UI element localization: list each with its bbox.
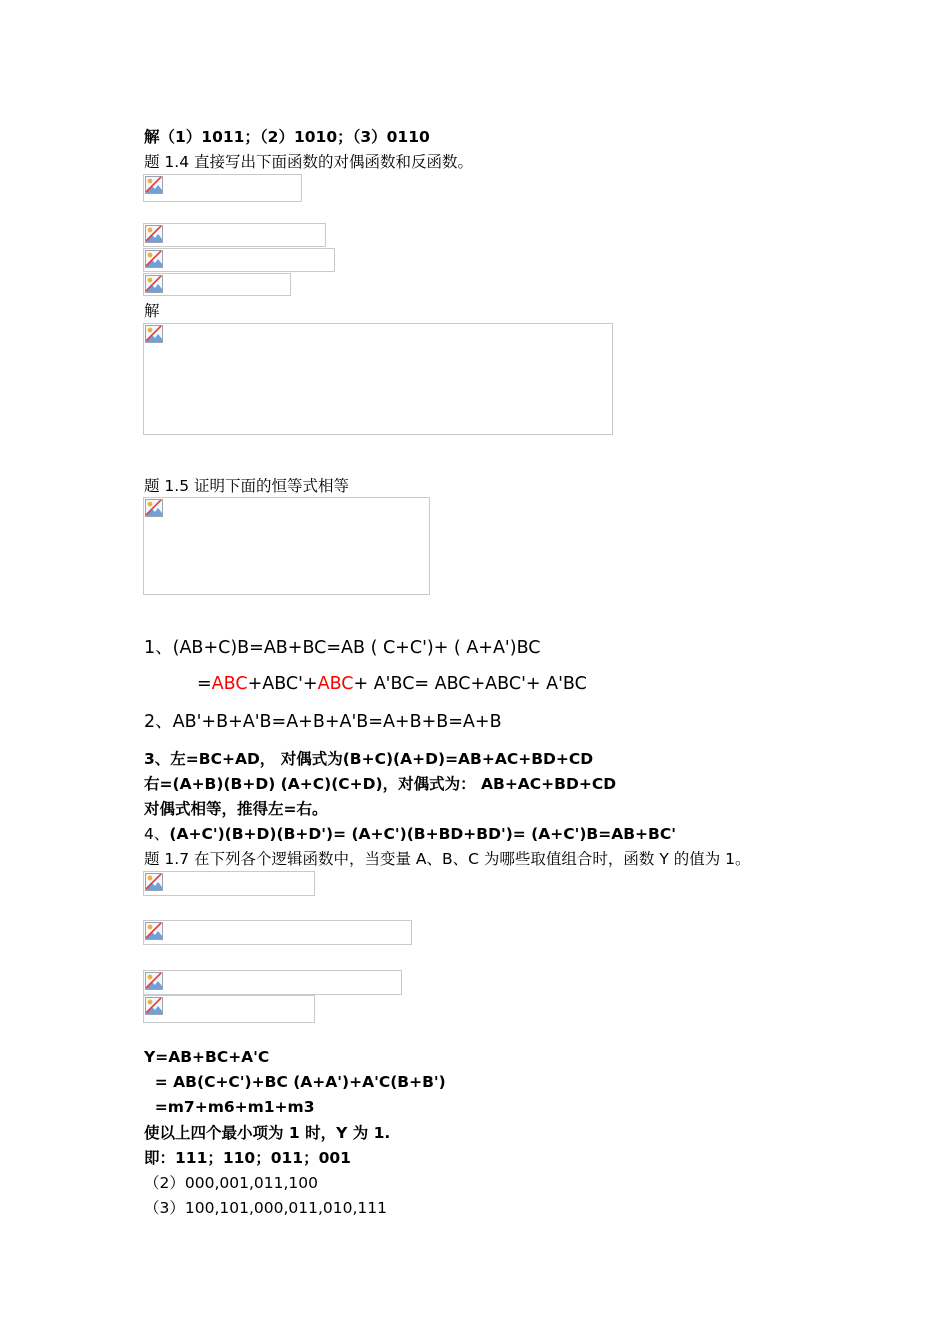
answer-y-minterms: =m7+m6+m1+m3 xyxy=(144,1098,315,1116)
answer-1-3: 解（1）1011；（2）1010；（3）0110 xyxy=(144,128,430,146)
broken-image-icon xyxy=(145,176,163,194)
problem-1-4-title: 题 1.4 直接写出下面函数的对偶函数和反函数。 xyxy=(144,153,474,171)
formula-image-3 xyxy=(143,248,335,272)
proof-1-line-2 xyxy=(197,672,587,696)
proof-4-number: 4、 xyxy=(144,825,170,843)
term-middle: +ABC'+ xyxy=(247,674,318,694)
proof-3-line-1: 3、左=BC+AD， 对偶式为(B+C)(A+D)=AB+AC+BD+CD xyxy=(144,750,594,768)
proof-1-line-1: 1、(AB+C)B=AB+BC=AB ( C+C')+ ( A+A')BC xyxy=(144,638,541,658)
broken-image-icon xyxy=(145,922,163,940)
proof-4 xyxy=(144,824,676,844)
broken-image-icon xyxy=(145,997,163,1015)
broken-image-icon xyxy=(145,972,163,990)
term-tail: + A'BC= ABC+ABC'+ A'BC xyxy=(353,674,587,694)
highlight-term-1: ABC xyxy=(211,674,248,694)
solution-label: 解 xyxy=(144,302,160,320)
broken-image-icon xyxy=(145,499,163,517)
answer-y-values: 即：111；110；011；001 xyxy=(144,1149,351,1167)
answer-2: （2）000,001,011,100 xyxy=(144,1174,318,1192)
function-image-3 xyxy=(143,970,402,995)
formula-image-1 xyxy=(143,174,302,202)
proof-2: 2、AB'+B+A'B=A+B+A'B=A+B+B=A+B xyxy=(144,712,502,732)
equals-sign: = xyxy=(197,674,212,694)
problem-1-7-title: 题 1.7 在下列各个逻辑函数中，当变量 A、B、C 为哪些取值组合时，函数 Y 的值为 1。 xyxy=(144,850,751,868)
identity-image xyxy=(143,497,430,595)
solution-image xyxy=(143,323,613,435)
answer-y-expression: Y=AB+BC+A'C xyxy=(144,1048,270,1066)
proof-3-line-3: 对偶式相等，推得左=右。 xyxy=(144,800,328,818)
problem-1-5-title: 题 1.5 证明下面的恒等式相等 xyxy=(144,477,350,495)
formula-image-4 xyxy=(143,273,291,296)
highlight-term-2: ABC xyxy=(317,674,354,694)
broken-image-icon xyxy=(145,275,163,293)
function-image-1 xyxy=(143,871,315,896)
broken-image-icon xyxy=(145,873,163,891)
proof-3-line-2: 右=(A+B)(B+D) (A+C)(C+D)，对偶式为： AB+AC+BD+CD xyxy=(144,775,617,793)
broken-image-icon xyxy=(145,225,163,243)
proof-4-expression: (A+C')(B+D)(B+D')= (A+C')(B+BD+BD')= (A+C')B=AB+BC' xyxy=(169,825,676,843)
broken-image-icon xyxy=(145,325,163,343)
function-image-4 xyxy=(143,995,315,1023)
broken-image-icon xyxy=(145,250,163,268)
answer-3: （3）100,101,000,011,010,111 xyxy=(144,1199,388,1217)
function-image-2 xyxy=(143,920,412,945)
formula-image-2 xyxy=(143,223,326,247)
answer-y-expansion: = AB(C+C')+BC (A+A')+A'C(B+B') xyxy=(144,1073,446,1091)
answer-y-conclusion: 使以上四个最小项为 1 时，Y 为 1. xyxy=(144,1124,391,1142)
